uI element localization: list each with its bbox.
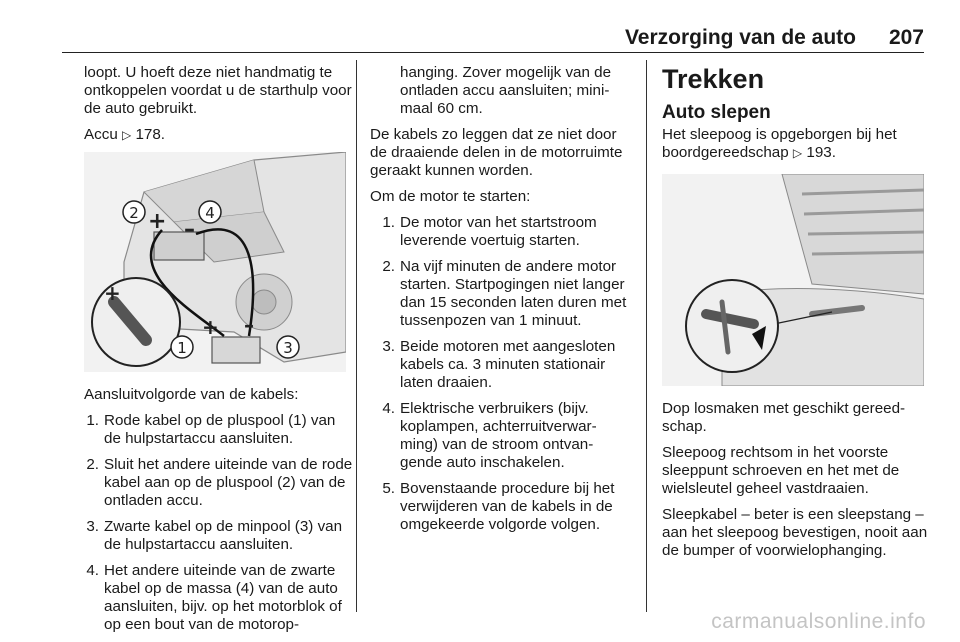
svg-text:3: 3 — [283, 339, 293, 357]
callout-1 — [171, 336, 193, 358]
battery-ref-label: Accu — [84, 126, 118, 143]
column-3 — [662, 64, 930, 568]
page-ref-arrow-icon: ▷ — [122, 128, 132, 142]
cable-routing-text: De kabels zo leggen dat ze niet door de draaiende delen in de motorruimte geraakt kunnen worden. — [370, 126, 623, 179]
subsection-heading: Auto slepen — [662, 102, 771, 123]
list-item: 3. Beide motoren met aangesloten kabels ca. 3 minuten stationair laten draaien. — [382, 338, 616, 391]
section-heading: Trekken — [662, 64, 765, 94]
svg-text:–: – — [184, 217, 195, 242]
svg-text:1: 1 — [177, 339, 187, 357]
column-1 — [84, 64, 354, 642]
callout-4 — [199, 201, 221, 223]
remove-cap-text: Dop losmaken met geschikt gereed-schap. — [662, 400, 906, 435]
callout-3 — [277, 336, 299, 358]
jump-start-illustration — [84, 152, 346, 372]
screw-tow-eye-text: Sleepoog rechtsom in het voorste sleeppunt schroeven en het met de wielsleutel geheel vastdraaien. — [662, 444, 900, 497]
svg-text:2: 2 — [129, 204, 139, 222]
column-2 — [370, 64, 634, 542]
connection-order-heading: Aansluitvolgorde van de kabels: — [84, 386, 299, 403]
tow-eye-location-text: Het sleepoog is opgeborgen bij het boordgereedschap ▷ 193. — [662, 126, 897, 161]
continuation-block — [370, 64, 634, 118]
page-header — [62, 26, 924, 53]
list-item: 2. Na vijf minuten de andere motor starten. Startpogingen niet langer dan 15 seconden laten duren met tussenpozen van 1 minuut. — [382, 258, 627, 329]
svg-text:+: + — [202, 315, 219, 339]
svg-text:+: + — [104, 281, 121, 305]
column-divider — [646, 60, 647, 612]
list-item: 2. Sluit het andere uiteinde van de rode kabel aan op de pluspool (2) van de ontladen accu. — [86, 456, 353, 509]
page-ref-arrow-icon: ▷ — [792, 146, 803, 160]
callout-2 — [123, 201, 145, 223]
list-item-continuation: hanging. Zover mogelijk van de ontladen accu aansluiten; mini-maal 60 cm. — [400, 64, 612, 117]
list-item: 4. Het andere uiteinde van de zwarte kabel op de massa (4) van de auto aansluiten, bijv. op het motorblok of op een bout van de motorop- — [86, 562, 342, 633]
svg-text:4: 4 — [205, 204, 215, 222]
battery-ref-page: 178. — [135, 126, 166, 143]
page-title: Verzorging van de auto — [624, 26, 856, 49]
tow-eye-illustration — [662, 174, 924, 386]
column-divider — [356, 60, 357, 612]
list-item: 1. De motor van het startstroom leverende voertuig starten. — [382, 214, 597, 249]
svg-text:+: + — [148, 209, 167, 234]
start-engine-heading: Om de motor te starten: — [370, 188, 531, 205]
list-item: 4. Elektrische verbruikers (bijv. koplampen, achterruitverwar-ming) van de stroom ontvan-gende auto inschakelen. — [382, 400, 597, 471]
start-steps-list — [370, 214, 634, 534]
attach-tow-rope-text: Sleepkabel – beter is een sleepstang – aan het sleepoog bevestigen, nooit aan de bumper of voorwielophanging. — [662, 506, 928, 559]
list-item: 5. Bovenstaande procedure bij het verwijderen van de kabels in de omgekeerde volgorde volgen. — [382, 480, 615, 533]
watermark: carmanualsonline.info — [711, 610, 926, 633]
list-item: 3. Zwarte kabel op de minpool (3) van de hulpstartaccu aansluiten. — [86, 518, 343, 553]
connection-steps-list — [84, 412, 354, 634]
page-number: 207 — [888, 26, 924, 49]
intro-text: loopt. U hoeft deze niet handmatig te ontkoppelen voordat u de starthulp voor de auto gebruikt. — [84, 64, 352, 117]
list-item: 1. Rode kabel op de pluspool (1) van de hulpstartaccu aansluiten. — [86, 412, 336, 447]
svg-text:–: – — [244, 313, 254, 337]
battery-reference — [84, 126, 354, 144]
